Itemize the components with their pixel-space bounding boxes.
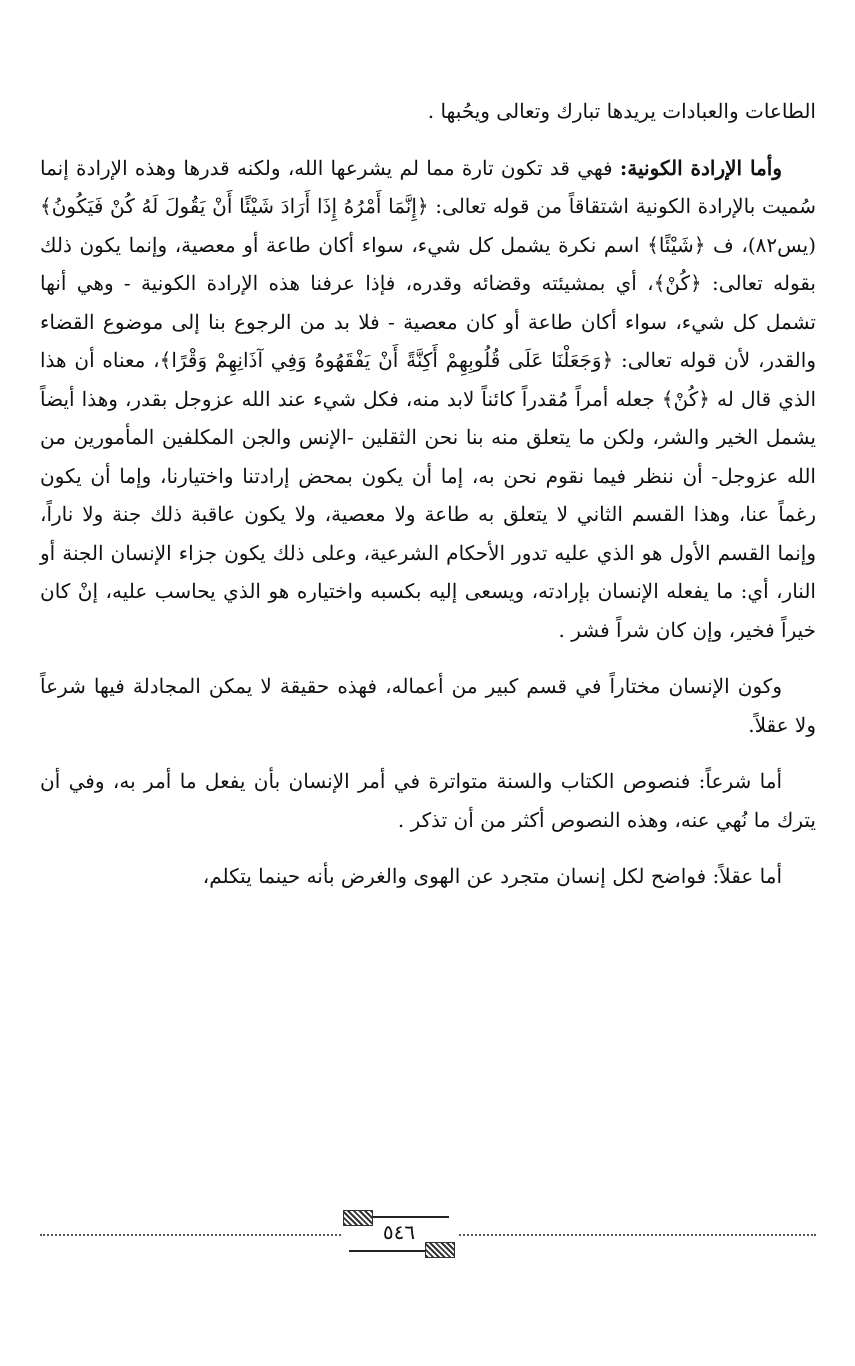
page-number-frame [341, 1210, 457, 1254]
paragraph-5-text: أما عقلاً: فواضح لكل إنسان متجرد عن الهوى والغرض بأنه حينما يتكلم، [202, 864, 782, 888]
paragraph-2 [40, 149, 816, 650]
paragraph-3 [40, 667, 816, 744]
page-body-text [40, 92, 816, 896]
paragraph-2-lead: وأما الإرادة الكونية: [619, 155, 782, 180]
ornament-icon [425, 1242, 455, 1258]
paragraph-1-text: الطاعات والعبادات يريدها تبارك وتعالى ويحُبها . [427, 99, 816, 123]
paragraph-4 [40, 762, 816, 839]
paragraph-3-text: وكون الإنسان مختاراً في قسم كبير من أعماله، فهذه حقيقة لا يمكن المجادلة فيها شرعاً ولا عقلاً. [40, 674, 816, 737]
paragraph-4-text: أما شرعاً: فنصوص الكتاب والسنة متواترة في أمر الإنسان بأن يفعل ما أمر به، وفي أن يترك ما نُهي عنه، وهذه النصوص أكثر من أن تذكر . [40, 769, 816, 832]
paragraph-5 [40, 857, 816, 896]
page-number: ٥٤٦ [382, 1220, 416, 1244]
paragraph-1 [40, 92, 816, 131]
page-footer [40, 1206, 816, 1266]
paragraph-2-text: فهي قد تكون تارة مما لم يشرعها الله، ولكنه قدرها وهذه الإرادة إنما سُميت بالإرادة الكونية اشتقاقاً من قوله تعالى: ﴿إِنَّمَا أَمْرُهُ إِذَا أَرَادَ شَيْئًا أَنْ يَقُولَ لَهُ كُنْ فَيَكُونُ﴾(يس٨٢)، ف ﴿شَيْئًا﴾ اسم نكرة يشمل كل شيء، سواء أكان طاعة أو معصية، وإنما يكون ذلك بقوله تعالى: ﴿كُنْ﴾، أي بمشيئته وقضائه وقدره، فإذا عرفنا هذه الإرادة الكونية - وهي أنها تشمل كل شيء، سواء أكان طاعة أو كان معصية - فلا بد من الرجوع بنا إلى موضوع القضاء والقدر، لأن قوله تعالى: ﴿وَجَعَلْنَا عَلَى قُلُوبِهِمْ أَكِنَّةً أَنْ يَفْقَهُوهُ وَفِي آذَانِهِمْ وَقْرًا﴾، معناه أن هذا الذي قال له ﴿كُنْ﴾ جعله أمراً مُقدراً كائناً لابد منه، فكل شيء عند الله عزوجل بقدر، وهذا أيضاً يشمل الخير والشر، ولكن ما يتعلق منه بنا نحن الثقلين -الإنس والجن المكلفين المأمورين من الله عزوجل- أن ننظر فيما نقوم نحن به، إما أن يكون بمحض إرادتنا واختيارنا، وإما أن يكون رغماً عنا، وهذا القسم الثاني لا يتعلق به طاعة ولا معصية، ولا يكون عاقبة ذلك جنة ولا ناراً، وإنما القسم الأول هو الذي عليه تدور الأحكام الشرعية، وعلى ذلك يكون جزاء الإنسان الجنة أو النار، أي: ما يفعله الإنسان بإرادته، ويسعى إليه بكسبه واختياره هو الذي يحاسب عليه، إنْ كان خيراً فخير، وإن كان شراً فشر . [40, 155, 817, 642]
